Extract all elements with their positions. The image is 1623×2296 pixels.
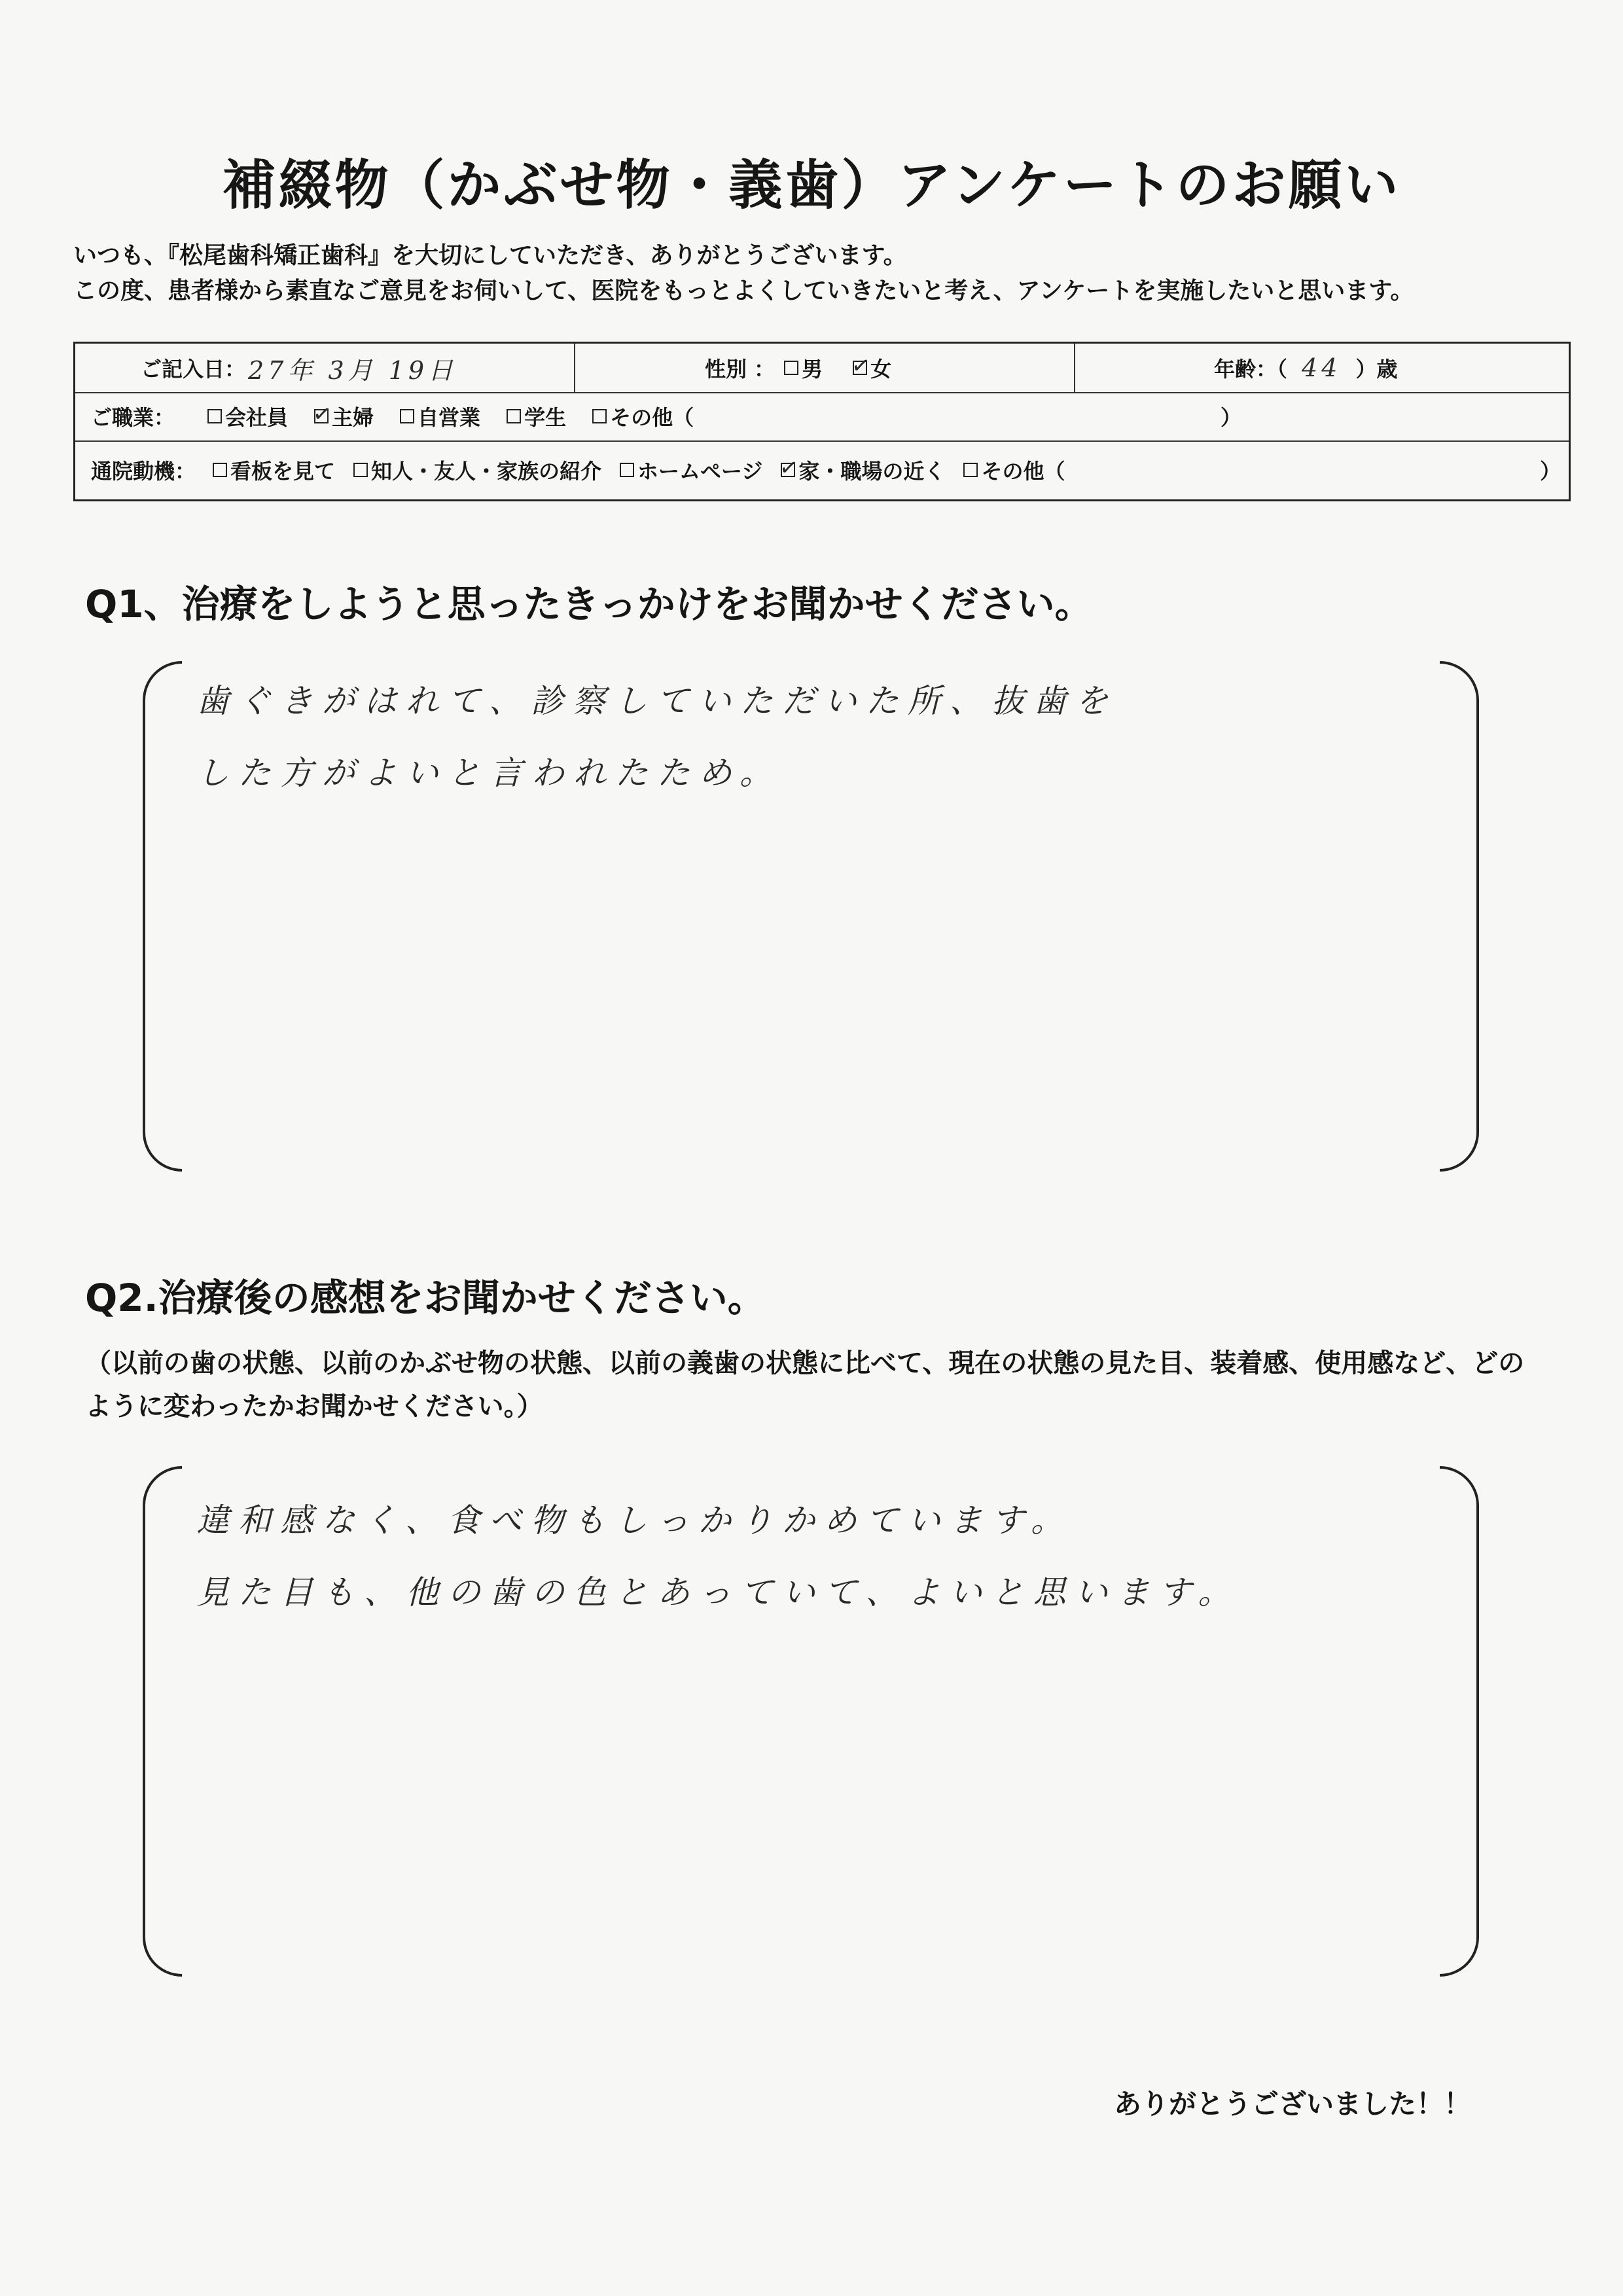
q2-answer-line-1: 違和感なく、食べ物もしっかりかめています。 [196, 1501, 1073, 1539]
date-value[interactable]: 27年 3月 19日 [248, 355, 457, 385]
checkbox-company[interactable] [207, 409, 222, 423]
gender-label: 性別 ： [705, 357, 776, 382]
page-title: 補綴物（かぶせ物・義歯）アンケートのお願い [222, 154, 1401, 217]
gender-option-male[interactable]: 男 [784, 353, 823, 383]
date-label: ご記入日： [141, 357, 246, 382]
job-option-company[interactable]: 会社員 [207, 401, 288, 431]
job-option-self-employed[interactable]: 自営業 [400, 401, 480, 431]
reason-option-nearby[interactable]: ✓ 家・職場の近く [777, 454, 946, 484]
checkbox-student[interactable] [507, 409, 521, 423]
reason-other-close: ） [1540, 459, 1561, 484]
table-row-reason [75, 440, 1569, 499]
age-value[interactable]: 44 [1302, 353, 1342, 382]
checkbox-sign[interactable] [213, 463, 227, 477]
checkbox-homepage[interactable] [620, 463, 634, 477]
q1-answer-bracket-right [1440, 661, 1479, 1172]
gender-option-female[interactable]: ✓ 女 [849, 351, 892, 382]
reason-option-referral[interactable]: 知人・友人・家族の紹介 [353, 455, 601, 485]
checkmark-icon: ✓ [777, 454, 800, 482]
job-other-close: ） [1221, 405, 1242, 430]
q2-answer-bracket-right [1440, 1466, 1479, 1977]
q2-answer-bracket-left [143, 1466, 182, 1977]
checkmark-icon: ✓ [849, 351, 872, 380]
closing-message: ありがとうございました！！ [1113, 2088, 1471, 2120]
q1-answer-line-1: 歯ぐきがはれて、診察していただいた所、抜歯を [196, 682, 1117, 720]
age-cell [1214, 344, 1397, 392]
checkbox-male[interactable] [784, 361, 798, 375]
checkbox-nearby[interactable] [777, 454, 800, 482]
q2-question: Q2.治療後の感想をお聞かせください。 [85, 1276, 766, 1320]
q2-note: （以前の歯の状態、以前のかぶせ物の状態、以前の義歯の状態に比べて、現在の状態の見た目、装着感、使用感など、どのように変わったかお聞かせください。） [85, 1348, 1525, 1422]
q1-answer-line-2: した方がよいと言われたため。 [196, 754, 781, 792]
reason-option-sign[interactable]: 看板を見て [213, 455, 335, 485]
job-option-housewife[interactable]: ✓ 主婦 [311, 400, 374, 430]
checkbox-self-employed[interactable] [400, 409, 414, 423]
reason-option-homepage[interactable]: ホームページ [620, 455, 762, 485]
checkbox-housewife[interactable] [311, 400, 334, 429]
gender-cell [705, 344, 918, 392]
q1-answer-bracket-left [143, 661, 182, 1172]
q2-answer-line-2: 見た目も、他の歯の色とあっていて、よいと思います。 [196, 1573, 1240, 1611]
job-option-other[interactable]: その他（ [592, 401, 694, 431]
age-suffix: ）歳 [1355, 357, 1398, 382]
date-cell [141, 344, 457, 392]
checkbox-referral[interactable] [353, 463, 368, 477]
reason-option-other[interactable]: その他（ [963, 455, 1065, 485]
patient-info-table [73, 342, 1571, 501]
checkbox-job-other[interactable] [592, 409, 607, 423]
q1-question: Q1、治療をしようと思ったきっかけをお聞かせください。 [85, 582, 1093, 626]
checkbox-female[interactable] [849, 351, 872, 380]
age-label: 年齢：（ [1214, 357, 1288, 382]
table-row-occupation [75, 392, 1569, 442]
reason-label: 通院動機： [91, 459, 196, 484]
table-row-basic [75, 344, 1569, 393]
q1-answer-area[interactable] [196, 665, 1440, 809]
job-option-student[interactable]: 学生 [507, 401, 566, 431]
intro-line-2: この度、患者様から素直なご意見をお伺いして、医院をもっとよくしていきたいと考え、アンケートを実施したいと思います。 [73, 278, 1414, 304]
intro-line-1: いつも、『松尾歯科矯正歯科』を大切にしていただき、ありがとうございます。 [73, 242, 907, 269]
checkbox-reason-other[interactable] [963, 463, 978, 477]
occupation-label: ご職業： [91, 405, 175, 430]
checkmark-icon: ✓ [311, 400, 334, 429]
q2-answer-area[interactable] [196, 1484, 1440, 1628]
